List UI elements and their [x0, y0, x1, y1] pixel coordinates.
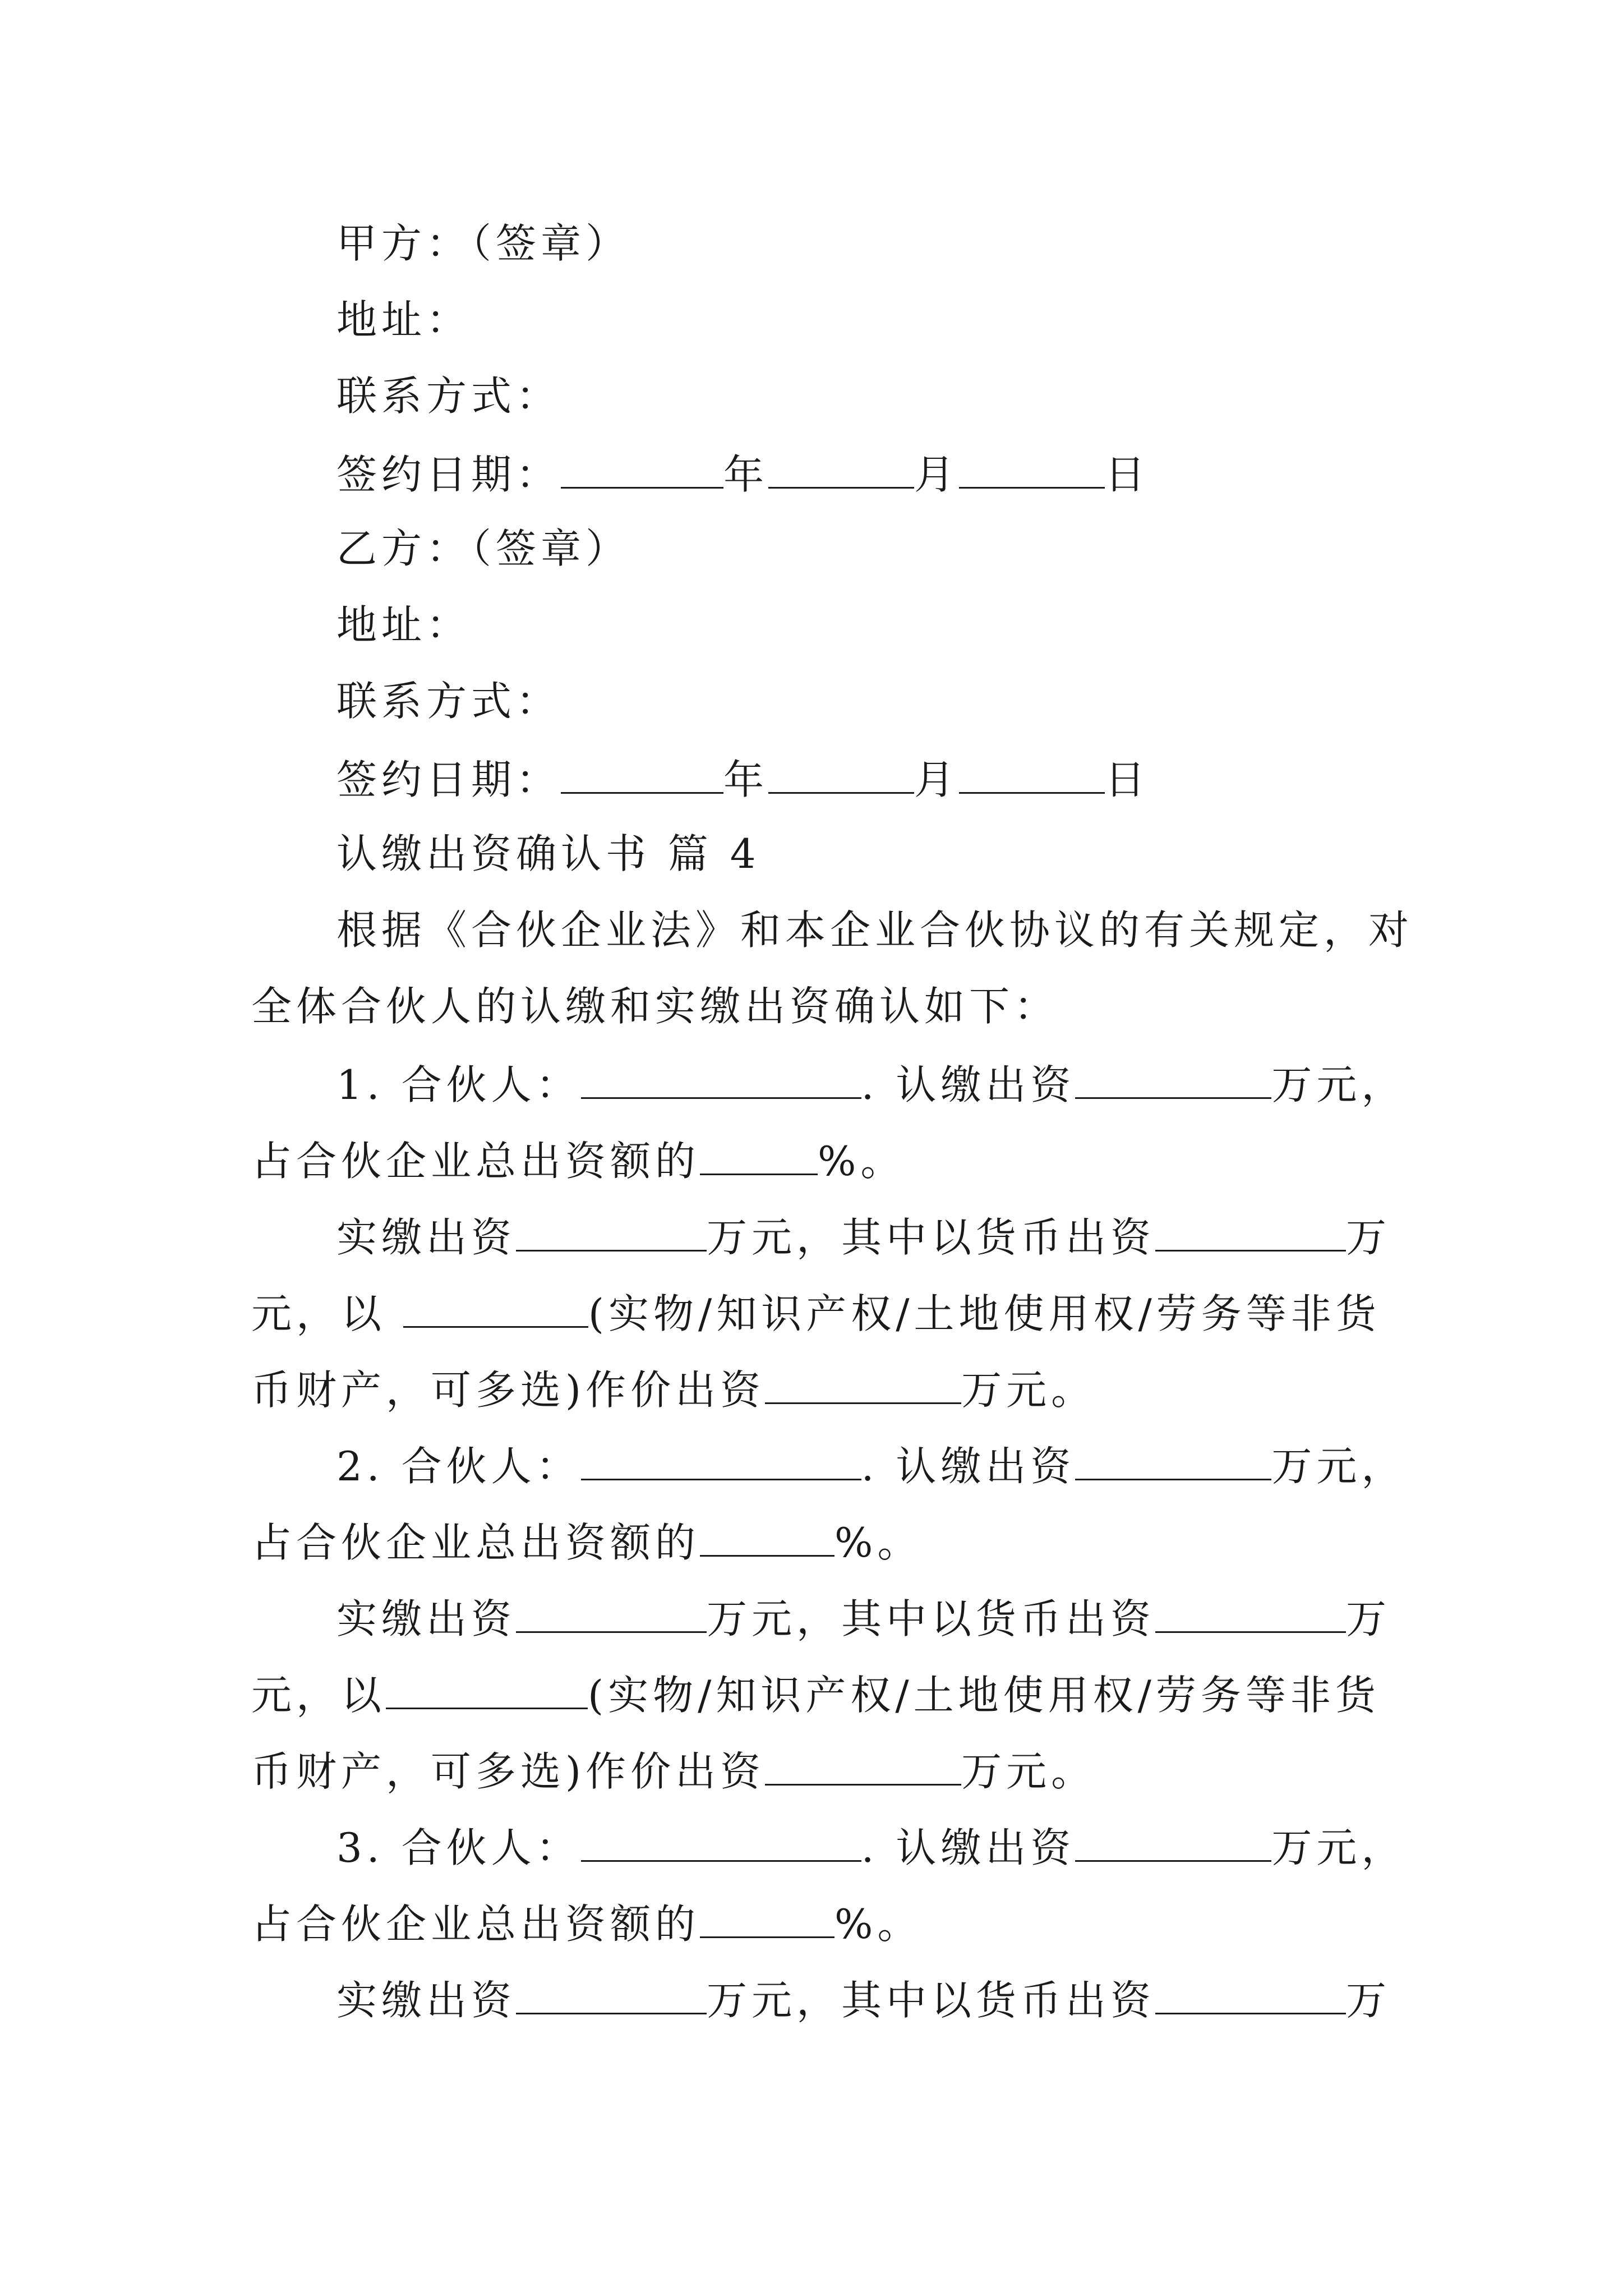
partner-number: 2. 合伙人：	[336, 1443, 581, 1490]
paid-mid: 万元，其中以货币出资	[707, 1595, 1156, 1642]
valued-blank	[765, 1749, 961, 1786]
party-a-label: 甲方：（签章）	[336, 220, 631, 267]
partner-2-line-2	[251, 1519, 923, 1566]
month-unit: 月	[914, 756, 960, 803]
date-label: 签约日期：	[336, 756, 561, 803]
year-unit: 年	[723, 756, 769, 803]
valued-blank	[765, 1368, 961, 1404]
kind-blank	[386, 1673, 588, 1709]
kind-blank	[403, 1291, 588, 1328]
month-unit: 月	[914, 451, 960, 498]
subscribe-amount-blank	[1075, 1444, 1271, 1480]
month-blank	[768, 757, 914, 794]
partner-number: 3. 合伙人：	[336, 1824, 581, 1871]
subscribe-amount-blank	[1075, 1825, 1271, 1862]
paid-label: 实缴出资	[336, 1977, 517, 2024]
percent-unit: %。	[818, 1138, 906, 1185]
cash-blank	[1155, 1978, 1346, 2014]
partner-2-paid-line	[336, 1595, 1391, 1642]
subscribe-label: . 认缴出资	[861, 1824, 1076, 1871]
paid-mid: 万元，其中以货币出资	[707, 1977, 1156, 2024]
wan-unit: 万	[1346, 1977, 1391, 2024]
party-b-address: 地址：	[336, 601, 472, 648]
party-a-contact: 联系方式：	[336, 372, 561, 420]
party-a-address: 地址：	[336, 296, 472, 343]
ratio-blank	[700, 1520, 834, 1557]
subscribe-label: . 认缴出资	[861, 1061, 1076, 1108]
intro-line-2: 全体合伙人的认缴和实缴出资确认如下：	[251, 983, 1059, 1030]
partner-name-blank	[581, 1444, 861, 1480]
partner-3-paid-line	[336, 1977, 1391, 2024]
partner-1-line-2	[251, 1138, 906, 1185]
kind-options-2: 币财产，可多选)作价出资	[251, 1366, 766, 1414]
paid-blank	[516, 1215, 707, 1251]
yuan-yi: 元，以	[251, 1290, 403, 1337]
day-unit: 日	[1105, 451, 1150, 498]
section-title: 认缴出资确认书 篇 4	[336, 830, 760, 877]
intro-line-1: 根据《合伙企业法》和本企业合伙协议的有关规定，对	[336, 907, 1414, 954]
party-b-contact: 联系方式：	[336, 678, 561, 725]
party-b-label: 乙方：（签章）	[336, 525, 631, 572]
partner-2-line-1	[336, 1443, 1407, 1490]
partner-number: 1. 合伙人：	[336, 1061, 581, 1108]
cash-blank	[1155, 1215, 1346, 1251]
paid-label: 实缴出资	[336, 1214, 517, 1261]
ratio-label: 占合伙企业总出资额的	[251, 1901, 700, 1948]
party-b-date-line	[336, 756, 1150, 803]
kind-options: (实物/知识产权/土地使用权/劳务等非货	[588, 1672, 1380, 1719]
date-label: 签约日期：	[336, 451, 561, 498]
ratio-blank	[700, 1902, 834, 1938]
day-unit: 日	[1105, 756, 1150, 803]
paid-label: 实缴出资	[336, 1595, 517, 1642]
end-unit: 万元。	[961, 1366, 1096, 1414]
month-blank	[768, 452, 914, 489]
year-unit: 年	[723, 451, 769, 498]
partner-2-kind-line	[251, 1672, 1380, 1719]
year-blank	[561, 452, 723, 489]
partner-3-line-1	[336, 1824, 1407, 1871]
ratio-label: 占合伙企业总出资额的	[251, 1519, 700, 1566]
wan-unit: 万元，	[1271, 1824, 1407, 1871]
party-a-date-line	[336, 451, 1150, 498]
day-blank	[959, 757, 1105, 794]
end-unit: 万元。	[961, 1748, 1096, 1795]
ratio-label: 占合伙企业总出资额的	[251, 1138, 700, 1185]
year-blank	[561, 757, 723, 794]
wan-unit: 万元，	[1271, 1443, 1407, 1490]
yuan-yi: 元，以	[251, 1672, 386, 1719]
subscribe-amount-blank	[1075, 1062, 1271, 1099]
percent-unit: %。	[834, 1901, 923, 1948]
ratio-blank	[700, 1139, 818, 1175]
paid-blank	[516, 1596, 707, 1633]
percent-unit: %。	[834, 1519, 923, 1566]
partner-1-paid-line	[336, 1214, 1391, 1261]
partner-name-blank	[581, 1062, 861, 1099]
paid-blank	[516, 1978, 707, 2014]
partner-3-line-2	[251, 1901, 923, 1948]
day-blank	[959, 452, 1105, 489]
cash-blank	[1155, 1596, 1346, 1633]
subscribe-label: . 认缴出资	[861, 1443, 1076, 1490]
partner-1-line-1	[336, 1061, 1407, 1108]
kind-options-2: 币财产，可多选)作价出资	[251, 1748, 766, 1795]
wan-unit: 万	[1346, 1595, 1391, 1642]
paid-mid: 万元，其中以货币出资	[707, 1214, 1156, 1261]
partner-1-kind-line-2	[251, 1366, 1096, 1414]
partner-1-kind-line	[251, 1290, 1381, 1337]
partner-2-kind-line-2	[251, 1748, 1096, 1795]
wan-unit: 万元，	[1271, 1061, 1407, 1108]
partner-name-blank	[581, 1825, 861, 1862]
kind-options: (实物/知识产权/土地使用权/劳务等非货	[588, 1290, 1381, 1337]
wan-unit: 万	[1346, 1214, 1391, 1261]
